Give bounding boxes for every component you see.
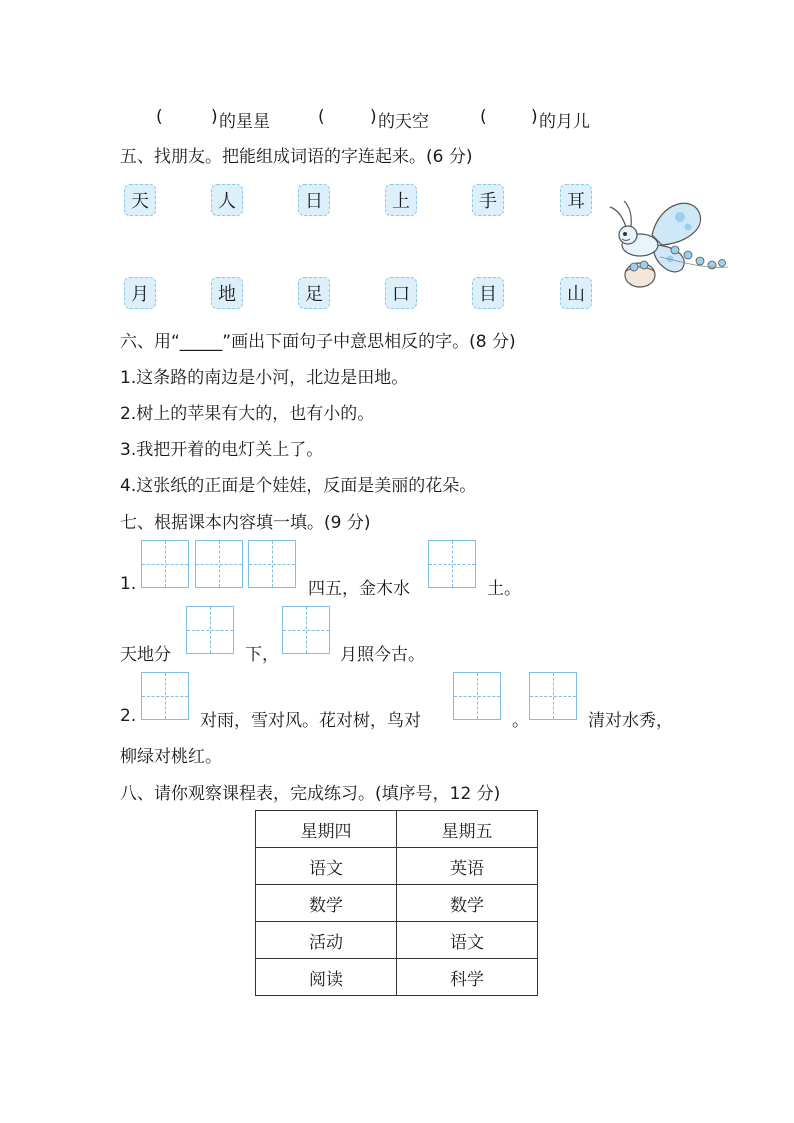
table-cell: 数学: [397, 885, 538, 922]
question-1-text-e: 月照今古。: [340, 645, 425, 665]
question-1-text-d: 下，: [245, 645, 279, 665]
phrase-xingxing: 的星星: [219, 112, 270, 132]
paren-open-1: (: [156, 107, 163, 127]
sentence-1: 1.这条路的南边是小河，北边是田地。: [120, 368, 409, 388]
char-card[interactable]: 日: [298, 184, 330, 216]
table-cell: 科学: [397, 959, 538, 996]
paren-open-3: (: [480, 107, 487, 127]
phrase-yueer: 的月儿: [539, 112, 590, 132]
paren-close-1: ): [211, 107, 218, 127]
writing-box[interactable]: [141, 672, 189, 720]
question-1-number: 1.: [120, 574, 137, 594]
question-2-number: 2.: [120, 706, 137, 726]
char-card[interactable]: 目: [472, 277, 504, 309]
question-2-text-b: 。: [512, 711, 529, 731]
table-header-row: [256, 811, 538, 848]
paren-close-3: ): [531, 107, 538, 127]
question-1-text-b: 土。: [487, 579, 521, 599]
table-row: [256, 959, 538, 996]
char-card[interactable]: 手: [472, 184, 504, 216]
writing-box[interactable]: [248, 540, 296, 588]
writing-box[interactable]: [428, 540, 476, 588]
writing-box[interactable]: [195, 540, 243, 588]
char-card[interactable]: 耳: [560, 184, 592, 216]
question-2-text-a: 对雨，雪对风。花对树，鸟对: [200, 711, 421, 731]
sentence-3: 3.我把开着的电灯关上了。: [120, 440, 324, 460]
char-card[interactable]: 天: [124, 184, 156, 216]
timetable: [255, 810, 538, 996]
writing-box[interactable]: [186, 606, 234, 654]
table-cell: 语文: [256, 848, 397, 885]
question-2-text-c: 清对水秀，: [588, 711, 673, 731]
char-card[interactable]: 口: [385, 277, 417, 309]
paren-open-2: (: [318, 107, 325, 127]
table-row: [256, 848, 538, 885]
writing-box[interactable]: [141, 540, 189, 588]
writing-box[interactable]: [282, 606, 330, 654]
phrase-tiankong: 的天空: [378, 112, 429, 132]
char-card[interactable]: 地: [211, 277, 243, 309]
question-1-text-a: 四五，金木水: [308, 579, 410, 599]
sentence-2: 2.树上的苹果有大的，也有小的。: [120, 404, 375, 424]
table-row: [256, 922, 538, 959]
sentence-4: 4.这张纸的正面是个娃娃，反面是美丽的花朵。: [120, 476, 477, 496]
writing-box[interactable]: [453, 672, 501, 720]
char-card[interactable]: 月: [124, 277, 156, 309]
char-card[interactable]: 足: [298, 277, 330, 309]
table-cell: 数学: [256, 885, 397, 922]
question-1-text-c: 天地分: [120, 645, 171, 665]
char-card[interactable]: 人: [211, 184, 243, 216]
butterfly-illustration-icon: [600, 195, 735, 300]
char-card[interactable]: 山: [560, 277, 592, 309]
char-card[interactable]: 上: [385, 184, 417, 216]
section7-title: 七、根据课本内容填一填。(9 分): [120, 513, 371, 533]
table-row: [256, 885, 538, 922]
question-2-text-d: 柳绿对桃红。: [120, 747, 222, 767]
table-cell: 阅读: [256, 959, 397, 996]
writing-box[interactable]: [529, 672, 577, 720]
section8-title: 八、请你观察课程表，完成练习。(填序号，12 分): [120, 784, 501, 804]
table-header: 星期五: [397, 811, 538, 848]
section6-title: 六、用“_____”画出下面句子中意思相反的字。(8 分): [120, 332, 516, 352]
table-cell: 活动: [256, 922, 397, 959]
table-cell: 英语: [397, 848, 538, 885]
section5-title: 五、找朋友。把能组成词语的字连起来。(6 分): [120, 147, 473, 167]
table-cell: 语文: [397, 922, 538, 959]
table-header: 星期四: [256, 811, 397, 848]
paren-close-2: ): [370, 107, 377, 127]
